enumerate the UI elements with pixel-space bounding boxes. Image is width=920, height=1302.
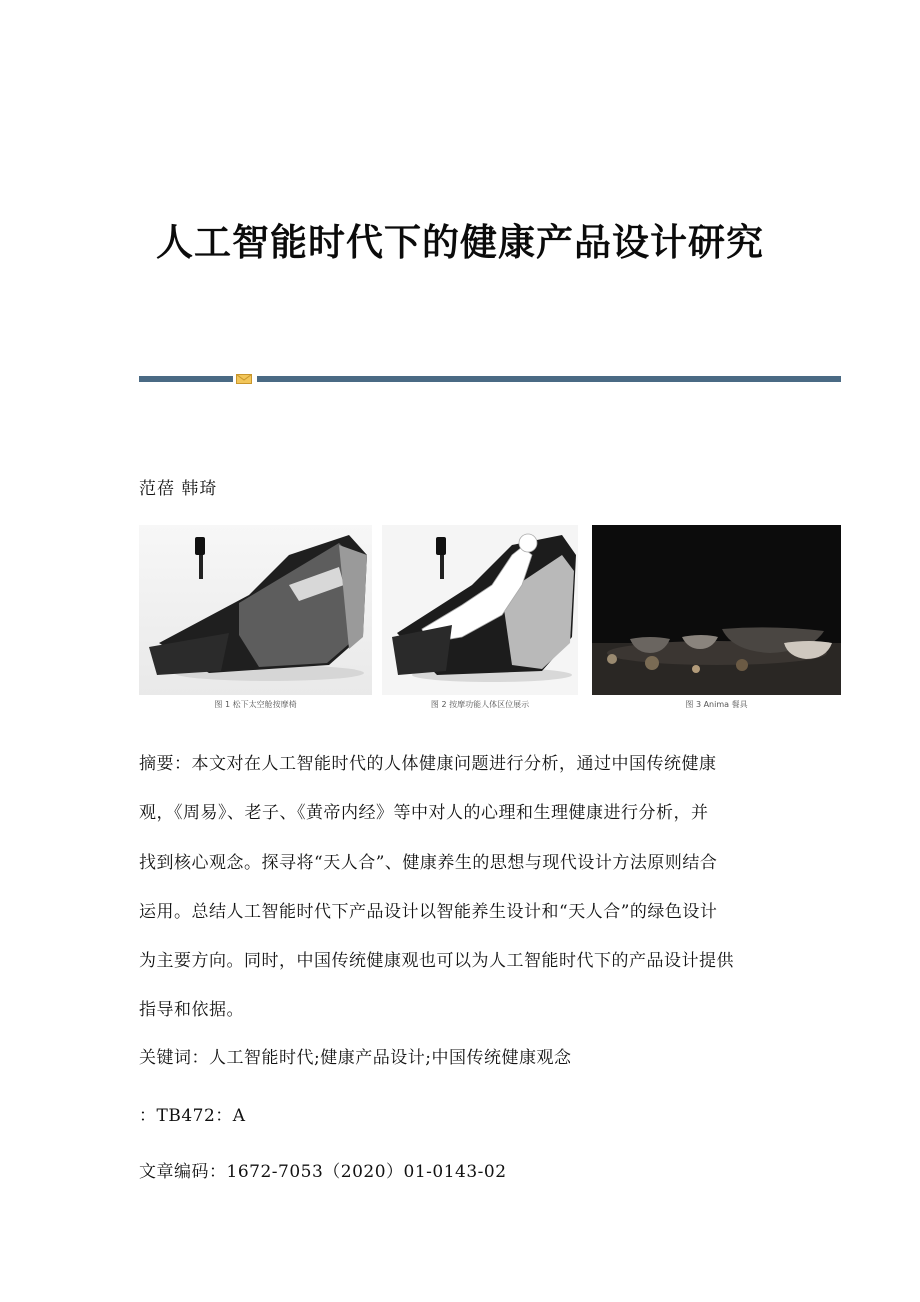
classification-code: ：TB472：A: [139, 1106, 246, 1126]
figure-2-caption: 图 2 按摩功能人体区位展示: [430, 700, 530, 709]
figure-3-image: [592, 525, 841, 695]
figure-1: [139, 525, 372, 720]
authors: 范蓓 韩琦: [139, 479, 218, 499]
divider-envelope-icon: [236, 374, 252, 384]
abstract-line: 摘要：本文对在人工智能时代的人体健康问题进行分析，通过中国传统健康: [139, 754, 717, 774]
abstract-line: 运用。总结人工智能时代下产品设计以智能养生设计和“天人合”的绿色设计: [139, 901, 718, 922]
figure-2: [382, 525, 578, 720]
paper-title: 人工智能时代下的健康产品设计研究: [156, 221, 764, 264]
figure-2-image: [382, 525, 578, 695]
figure-1-image: [139, 525, 372, 695]
keywords: 关键词：人工智能时代;健康产品设计;中国传统健康观念: [139, 1048, 572, 1068]
divider-bar-left: [139, 376, 233, 382]
figure-3-caption: 图 3 Anima 餐具: [685, 700, 748, 709]
abstract-line: 观，《周易》、老子、《黄帝内经》等中对人的心理和生理健康进行分析，并: [139, 803, 709, 824]
figure-1-caption: 图 1 松下太空舱按摩椅: [214, 700, 297, 709]
abstract-line: 为主要方向。同时，中国传统健康观也可以为人工智能时代下的产品设计提供: [139, 951, 734, 972]
figure-3: [592, 525, 841, 720]
abstract: [139, 740, 841, 1036]
title-divider: [139, 372, 841, 386]
abstract-line: 指导和依据。: [139, 1000, 244, 1021]
abstract-line: 找到核心观念。探寻将“天人合”、健康养生的思想与现代设计方法原则结合: [139, 852, 718, 873]
article-number: 文章编码：1672-7053（2020）01-0143-02: [139, 1162, 507, 1182]
divider-bar-right: [257, 376, 841, 382]
figure-strip: [139, 525, 841, 720]
